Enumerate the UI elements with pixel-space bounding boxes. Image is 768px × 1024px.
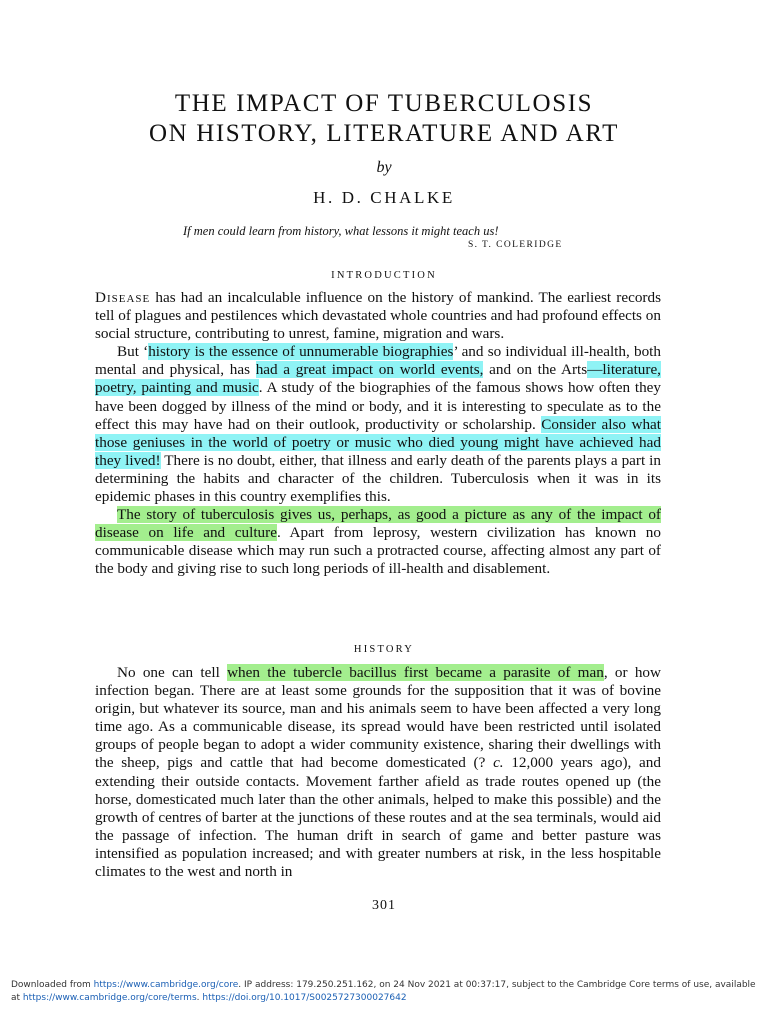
author-name: H. D. CHALKE [313,188,455,207]
text-run: But ‘ [117,343,149,361]
article-title-line-2: ON HISTORY, LITERATURE AND ART [149,120,619,147]
epigraph-attribution: S. T. COLERIDGE [468,240,563,250]
text-run: 12,000 years ago), and extending their outside contacts. Movement farther afield as trade routes opened up (the horse, domesticated much later than the other animals, helped to make this possible) and the growth of centres of barter at the junctions of these routes and at the sea terminals, would aid the passage of infection. The human drift in search of game and better pasture was intensified as population increased; and with greater numbers at risk, in the less hospitable climates to the west and north in [95,754,661,881]
terms-link[interactable]: https://www.cambridge.org/core/terms [22,993,197,1003]
highlight-green[interactable]: when the tubercle bacillus first became a parasite of man [227,664,604,681]
text-run: ’ and so individual ill-health, both mental and physical, has [95,343,661,379]
text-run: . A study of the biographies of the famous shows how often they have been dogged by illness of the mind or body, and it is interesting to speculate as to the effect this may have had on their outlook, productivity or scholarship. [95,379,661,433]
epigraph-quote: If men could learn from history, what lessons it might teach us! [183,224,499,238]
highlight-green[interactable]: The story of tuberculosis gives us, perhaps, as good a picture as any of the impact of disease on life and culture [95,506,661,542]
highlight-blue[interactable]: history is the essence of unnumerable biographies [148,343,454,361]
footer-text: . [196,993,203,1003]
text-run: No one can tell [117,664,228,681]
highlight-blue[interactable]: had a great impact on world events, [255,361,484,379]
drop-word: Disease [95,289,151,306]
intro-paragraph-2 [95,343,661,506]
footer-text: . IP address: 179.250.251.162, on 24 Nov 2021 at 00:37:17, subject to the Cambridge Core terms of use, available at [11,980,756,1003]
history-body [95,664,661,881]
page-number: 301 [372,898,396,913]
download-footer [11,979,761,1005]
section-heading-history: HISTORY [353,644,415,655]
text-run: and on the Arts [483,361,588,379]
byline-by: by [376,159,392,176]
cambridge-core-link[interactable]: https://www.cambridge.org/core [93,980,239,990]
intro-paragraph-3 [95,506,661,578]
section-heading-introduction: INTRODUCTION [331,270,437,281]
text-run: . Apart from leprosy, western civilization has known no communicable disease which may run such a protracted course, affecting almost any part of the body and giving rise to such long periods of ill-health and disablement. [95,524,661,578]
text-run: has had an incalculable influence on the history of mankind. The earliest records tell of plagues and pestilences which devastated whole countries and had profound effects on social structure, contributing to unrest, famine, migration and wars. [95,289,661,343]
introduction-body [95,289,661,579]
highlight-blue[interactable]: Consider also what those geniuses in the world of poetry or music who died young might have achieved had they lived! [95,415,662,469]
text-run: There is no doubt, either, that illness and early death of the parents plays a part in determining the habits and character of the children. Tuberculosis when it was in its epidemic phases in this country exemplifies this. [95,451,661,506]
highlight-blue[interactable]: —literature, poetry, painting and music [95,361,661,397]
footer-text: Downloaded from [11,980,94,990]
article-title-line-1: THE IMPACT OF TUBERCULOSIS [174,90,594,117]
text-run: , or how infection began. There are at least some grounds for the supposition that it was of bovine origin, but whatever its source, man and his animals seem to have been affected a very long time ago. As a communicable disease, its spread would have been restricted until isolated groups of people began to adopt a wider community existence, sharing their dwellings with the sheep, pigs and cattle that had become domesticated (? [95,664,661,772]
intro-paragraph-1 [95,289,661,343]
italic-circa: c. [493,754,504,772]
doi-link[interactable]: https://doi.org/10.1017/S0025727300027642 [202,993,407,1003]
history-paragraph-1 [95,664,661,881]
